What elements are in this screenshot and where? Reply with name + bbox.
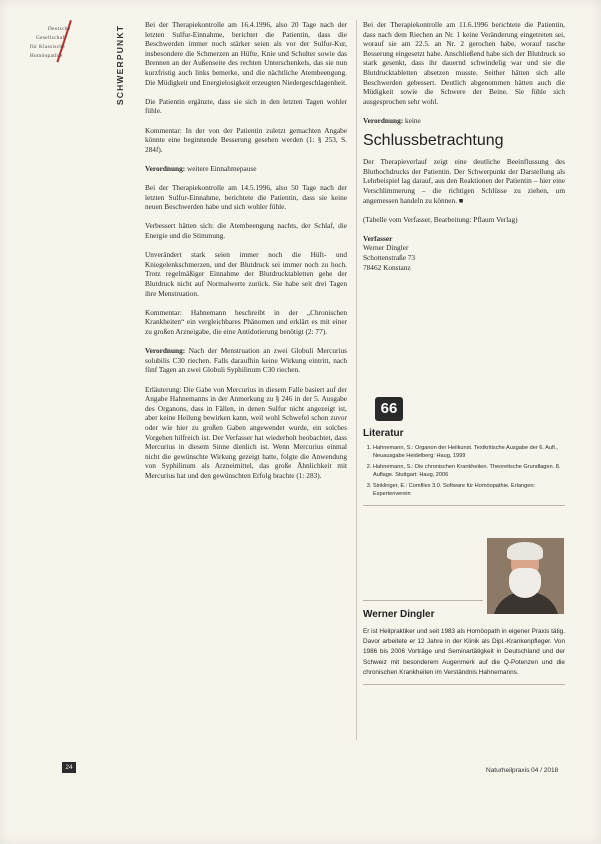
paragraph: Unverändert stark seien immer noch die Hüft- und Kniegelenkschmerzen, und der Blutdruck sei immer noch zu hoch. Trotz regelmäßiger Einnahme der Blutdrucktabletten gehe der Blutdruck nicht auf Normalwerte zurück. Sie habe seit drei Tagen ihre Menstruation.	[145, 250, 347, 298]
divider-line	[363, 684, 565, 685]
divider-line	[363, 505, 565, 506]
author-city: 78462 Konstanz	[363, 262, 411, 272]
author-label: Verfasser	[363, 233, 393, 243]
prescription-paragraph	[363, 116, 565, 126]
column-divider	[356, 20, 357, 740]
table-credit: (Tabelle vom Verfasser, Bearbeitung: Pflaum Verlag)	[363, 214, 518, 224]
society-logo	[26, 20, 100, 64]
logo-line-4: Homöopathie	[30, 53, 63, 59]
prescription-text: weitere Einnahmepause	[186, 163, 257, 173]
paragraph: Die Patientin ergänzte, dass sie sich in den letzten Tagen wohler fühle.	[145, 96, 347, 116]
prescription-label: Verordnung:	[145, 346, 186, 356]
literature-heading: Literatur	[363, 428, 404, 439]
page-number: 24	[62, 762, 76, 773]
literature-section	[363, 428, 565, 506]
author-name: Werner Dingler	[363, 243, 409, 253]
prescription-paragraph	[145, 164, 347, 174]
prescription-paragraph	[145, 346, 347, 375]
logo-line-2: Gesellschaft	[36, 35, 67, 41]
section-label-text: SCHWERPUNKT	[115, 24, 125, 106]
literature-list	[363, 445, 565, 499]
prescription-text: keine	[404, 115, 421, 125]
logo-line-3: für Klassische	[30, 44, 66, 50]
paragraph: Der Therapieverlauf zeigt eine deutliche Beeinflussung des Bluthochdrucks der Patientin. Der Schwerpunkt der Darstellung als Lehrbeispiel lag darauf, aus den Reaktionen der Patientin – hier eine Verschlimmerung – die richtigen Schlüsse zu ziehen, um angemessen handeln zu können. ■	[363, 157, 565, 205]
paragraph: Erläuterung: Die Gabe von Mercurius in diesem Falle basiert auf der Angabe Hahnemanns in der Anmerkung zu § 246 in der 5. Ausgabe des Organons, dass in Fällen, in denen Sulfur nicht angezeigt ist, aber keine Heilung bewirken kann, weil wohl Schwefel schon zuvor oder wie hier zu großen Gaben angewendet wurde, ein solches Vorgehen hilfreich ist. Der Verfasser hat wiederholt beobachtet, dass Mercurius in diesem Sinne dienlich ist. Wenn Mercurius einmal nicht die gewünschte Wirkung gezeigt hatte, folgte die Anwendung von Syphilinum als Arzneimittel, das große Ähnlichkeit mit Mercurius hat und den gewünschten Erfolg brachte (1: 283).	[145, 384, 347, 480]
paragraph: Verbessert hätten sich: die Atembeengung nachts, der Schlaf, die Energie und die Stimmung.	[145, 221, 347, 241]
author-bio	[363, 600, 565, 685]
prescription-text: Nach der Menstruation an zwei Globuli Mercurius solubilis C30 riechen. Falls daraufhin keine Wirkung eintritt, nach fünf Tagen an zwei Globuli Syphilinum C30 riechen.	[145, 346, 347, 375]
divider-line	[363, 600, 483, 601]
prescription-label: Verordnung:	[363, 115, 404, 125]
author-street: Schottenstraße 73	[363, 253, 416, 263]
section-heading: Schlussbetrachtung	[363, 131, 504, 149]
paragraph: Bei der Therapiekontrolle am 11.6.1996 berichtete die Patientin, dass nach dem Riechen an Nr. 1 keine Veränderung eingetreten sei, worauf sie am 22.5. an Nr. 2 gerochen habe, worauf rasche Besserung eingesetzt habe. Anschließend habe sich der Blutdruck so stark gesenkt, dass ihr dauernd schwindelig war und sie die Blutdrucktabletten absetzen musste. Seither hätten sich alle Beschwerden gebessert. Deutlich abgenommen hätten auch die Müdigkeit sowie die Schwere der Beine. Sie fühle sich ausgesprochen sehr wohl.	[363, 20, 565, 106]
literature-item: 2. Hahnemann, S.: Die chronischen Krankheiten. Theoretische Grundlagen. 8. Auflage. Stuttgart: Haug, 2006	[373, 464, 565, 479]
paragraph: Bei der Therapiekontrolle am 16.4.1996, also 20 Tage nach der letzten Sulfur-Einnahme, berichtet die Patientin, dass die Beschwerden immer noch stärker seien als vor der Sulfur-Kur, insbesondere die Schmerzen an Hüfte, Knie und Schulter sowie das Brennen an der Außenseite des rechten Unterschenkels, das sie nun kurzfristig auch links bemerke, und die nächtliche Atembeengung. Die Müdigkeit und Energielosigkeit erzeugten Niedergeschlagenheit.	[145, 20, 347, 87]
left-column	[145, 20, 347, 490]
footer-issue: Naturheilpraxis 04 / 2018	[486, 767, 559, 774]
bio-name: Werner Dingler	[363, 609, 435, 620]
prescription-label: Verordnung:	[145, 163, 186, 173]
bio-text: Er ist Heilpraktiker und seit 1983 als Homöopath in eigener Praxis tätig. Davor arbeitete er 12 Jahre in der Klinik als Dipl.-Krankenpfleger. Von 1986 bis 2006 Vorträge und Seminartätigkeit in Deutschland und der Schweiz mit besonderem Augenmerk auf die Q-Potenzen und die chronischen Krankheiten im Verständnis Hahnemanns.	[363, 628, 565, 676]
quote-icon: 66	[375, 397, 403, 421]
paragraph: Kommentar: Hahnemann beschreibt in der „Chronischen Krankheiten“ ein vergleichbares Phänomen und erklärt es mit einer zu großen Arzneigabe, die eine Antidotierung benötigt (2: 77).	[145, 307, 347, 336]
logo-line-1: Deutsche	[48, 26, 71, 32]
right-column	[363, 20, 565, 282]
paragraph: Kommentar: In der von der Patientin zuletzt gemachten Angabe könnte eine beginnende Besserung gesehen werden (1: § 253, S. 284f).	[145, 125, 347, 154]
literature-item: 3. Sinklinger, E.: Comfilex 3.0. Software für Homöopathie. Erlangen: Expertenverein	[373, 483, 565, 498]
literature-item: 1. Hahnemann, S.: Organon der Heilkunst. Textkritische Ausgabe der 6. Aufl., Neuausgabe Heidelberg: Haug, 1999	[373, 445, 565, 460]
author-block	[363, 234, 565, 272]
paragraph: Bei der Therapiekontrolle am 14.5.1996, also 50 Tage nach der letzten Sulfur-Einnahme, berichtete die Patientin, dass sie keine neuen Beschwerden habe und sich wohler fühle.	[145, 183, 347, 212]
section-label	[110, 20, 124, 120]
